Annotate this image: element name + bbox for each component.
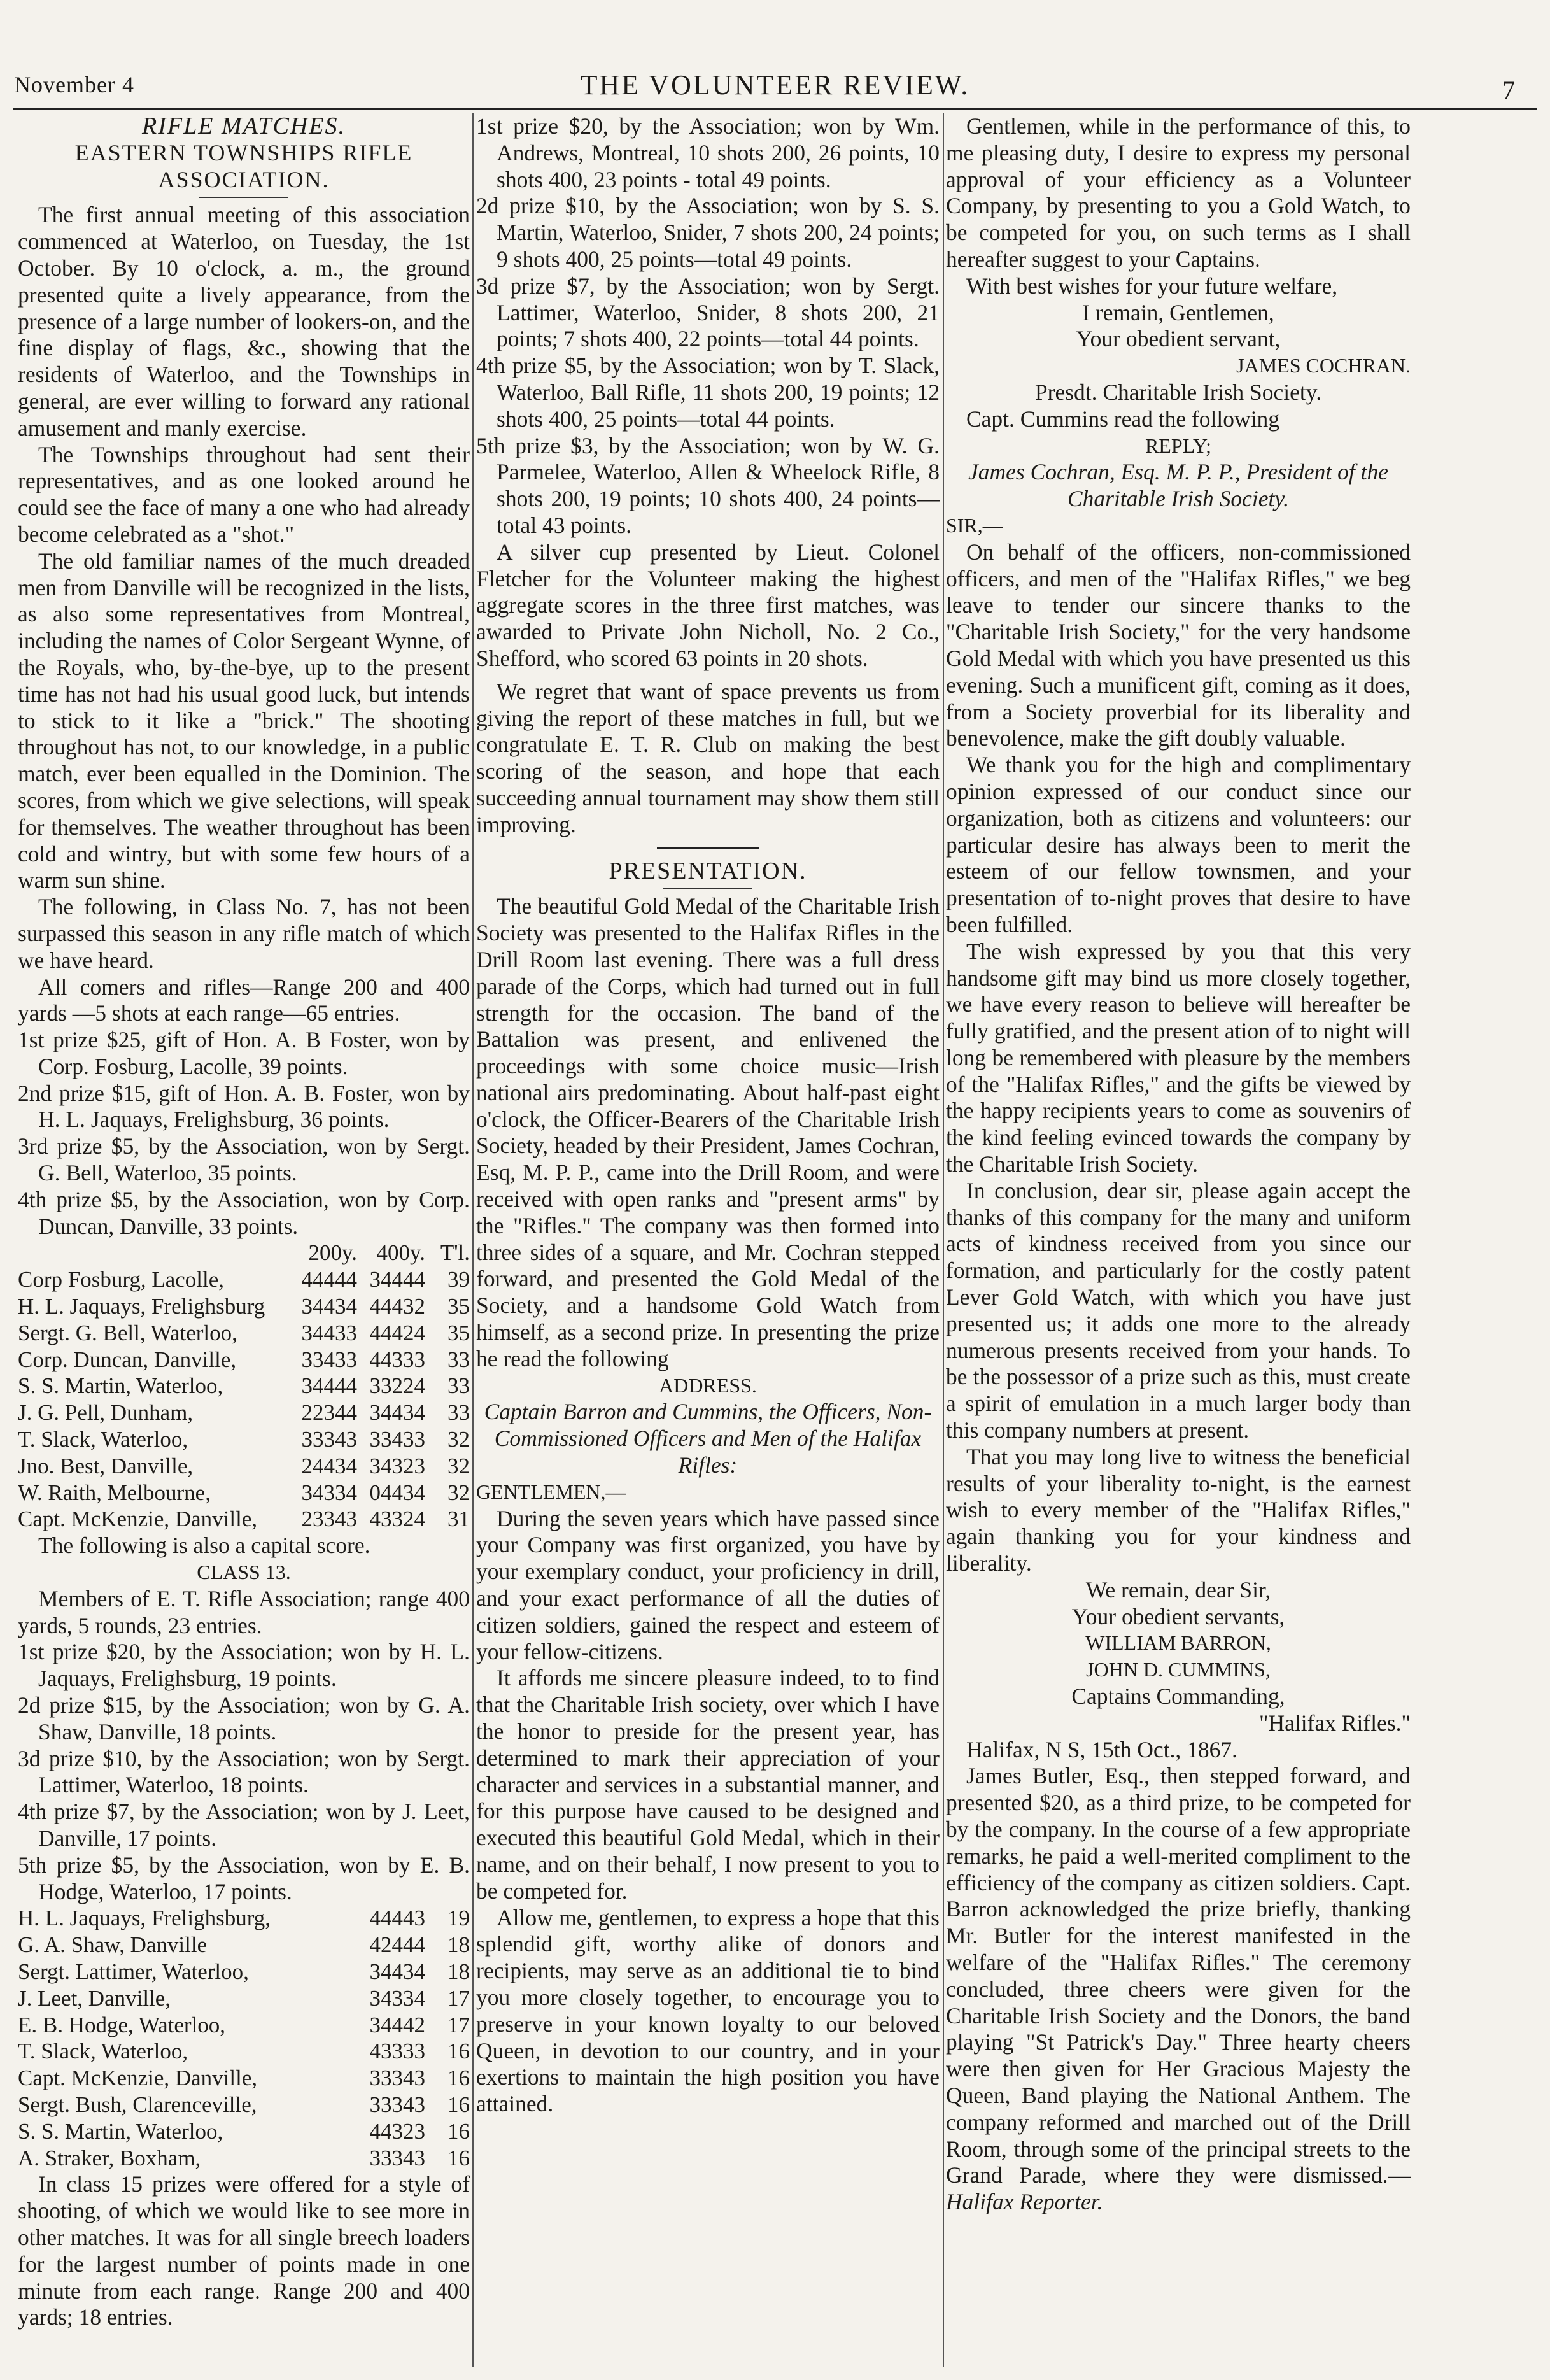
table-cell: 34444 xyxy=(369,1267,425,1293)
prize-entry: 5th prize $3, by the Association; won by W. G. Parmelee, Waterloo, Allen & Wheelock Rifle, 8 shots 200, 19 points; 10 shots 400, 24 points—total 43 points. xyxy=(476,432,940,538)
table-cell: 31 xyxy=(447,1506,470,1532)
dateline: Halifax, N S, 15th Oct., 1867. xyxy=(966,1736,1237,1762)
paragraph: The wish expressed by you that this very handsome gift may bind us more closely together, we have every reason to believe will hereafter be fully gratified, and the present ation of to night will long be remembered with pleasure by the members of the "Halifax Rifles," and the gifts be viewed by the happy recipients years to come as souvenirs of the kind feeling evinced towards the company by the Charitable Irish Society. xyxy=(946,938,1411,1177)
table-cell: 19 xyxy=(447,1906,470,1931)
table-row xyxy=(18,1320,470,1347)
table-cell: 17 xyxy=(447,1985,470,2011)
section-heading: PRESENTATION. xyxy=(609,857,807,884)
table-cell: 34444 xyxy=(301,1373,357,1399)
signatory-name: JOHN D. CUMMINS, xyxy=(1086,1658,1271,1682)
table-cell: 35 xyxy=(447,1320,470,1345)
paragraph: On behalf of the officers, non-commissioned officers, and men of the "Halifax Rifles," we beg leave to tender our sincere thanks to the "Charitable Irish Society," for the very handsome Gold Medal with which you have presented us this evening. Such a munificent gift, coming as it does, from a Society proverbial for its liberality and benevolence, make the gift doubly valuable. xyxy=(946,539,1411,751)
table-cell: 22344 xyxy=(301,1400,357,1426)
table-cell: 16 xyxy=(447,2039,470,2064)
article-heading: EASTERN TOWNSHIPS RIFLE ASSOCIATION. xyxy=(74,139,413,192)
table-cell: 33343 xyxy=(369,2145,425,2171)
prize-entry: 3rd prize $5, by the Association, won by Sergt. G. Bell, Waterloo, 35 points. xyxy=(18,1133,470,1186)
table-cell: 33343 xyxy=(369,2065,425,2091)
paragraph: During the seven years which have passed since your Company was first organized, you have by your exemplary conduct, your proficiency in drill, and your exact performance of all the duties of citizen soldiers, gained the respect and esteem of your fellow-citizens. xyxy=(476,1505,940,1664)
signatory-title: Captains Commanding, xyxy=(1071,1683,1285,1710)
paragraph: The old familiar names of the much dreaded men from Danville will be recognized in the lists, as also some representatives from Montreal, including the names of Color Sergeant Wynne, of the Royals, who, by-the-bye, up to the present time has not had his usual good luck, but intends to stick to it like a "brick." The shooting throughout has not, to our knowledge, in a public match, ever been equalled in the Dominion. The scores, from which we give selections, will speak for themselves. The weather throughout has been cold and wintry, but with some few hours of a warm sun shine. xyxy=(18,548,470,893)
column-divider xyxy=(943,113,944,2367)
table-cell: 44432 xyxy=(369,1294,425,1319)
table-cell: 32 xyxy=(447,1453,470,1478)
column-3 xyxy=(946,113,1411,2367)
address-recipients: Captain Barron and Cummins, the Officers, Non-Commissioned Officers and Men of the Halifax Rifles: xyxy=(484,1399,932,1478)
table-cell: 33433 xyxy=(301,1347,357,1372)
table-row xyxy=(18,2065,470,2092)
address-label: ADDRESS. xyxy=(659,1373,757,1397)
signatory-name: WILLIAM BARRON, xyxy=(1085,1631,1271,1655)
table-cell: S. S. Martin, Waterloo, xyxy=(18,2118,223,2144)
reply-recipient: James Cochran, Esq. M. P. P., President of the Charitable Irish Society. xyxy=(968,459,1388,512)
paragraph: It affords me sincere pleasure indeed, to to find that the Charitable Irish society, over which I have the honor to preside for the present year, has determined to mark their appreciation of your character and services in a substantial manner, and for this purpose have caused to be designed and executed this beautiful Gold Medal, which in their name, and on their behalf, I now present to you to be competed for. xyxy=(476,1665,940,1904)
paragraph: The following, in Class No. 7, has not been surpassed this season in any rifle match of which we have heard. xyxy=(18,894,470,973)
section-heading: RIFLE MATCHES. xyxy=(141,113,346,139)
salutation: SIR,— xyxy=(946,513,1003,537)
table-cell: 34323 xyxy=(369,1453,425,1478)
table-row xyxy=(18,1347,470,1373)
prize-entry: 1st prize $25, gift of Hon. A. B Foster, won by Corp. Fosburg, Lacolle, 39 points. xyxy=(18,1027,470,1079)
table-cell: 44424 xyxy=(369,1320,425,1345)
table-cell: 42444 xyxy=(369,1932,425,1958)
signature-title: Presdt. Charitable Irish Society. xyxy=(1034,379,1322,405)
table-cell: H. L. Jaquays, Frelighsburg xyxy=(18,1294,265,1319)
table-cell: J. G. Pell, Dunham, xyxy=(18,1400,194,1426)
score-table-class-7 xyxy=(18,1240,470,1533)
signatory-unit: "Halifax Rifles." xyxy=(1259,1710,1411,1736)
table-cell: 16 xyxy=(447,2092,470,2117)
table-cell: Sergt. Lattimer, Waterloo, xyxy=(18,1959,249,1984)
table-cell: 34434 xyxy=(369,1959,425,1984)
table-cell: 39 xyxy=(447,1267,470,1293)
table-cell: 34433 xyxy=(301,1320,357,1345)
salutation: GENTLEMEN,— xyxy=(476,1480,626,1503)
table-header-cell: 400y. xyxy=(376,1240,425,1266)
table-cell: 43333 xyxy=(369,2039,425,2064)
table-cell: Sergt. Bush, Clarenceville, xyxy=(18,2092,257,2117)
table-cell: 33343 xyxy=(301,1427,357,1452)
table-row xyxy=(18,1266,470,1293)
column-divider xyxy=(472,113,474,2367)
prize-entry: 4th prize $7, by the Association; won by J. Leet, Danville, 17 points. xyxy=(18,1799,470,1851)
paragraph xyxy=(946,1763,1411,2216)
column-1 xyxy=(18,113,470,2367)
table-cell: 16 xyxy=(447,2118,470,2144)
table-cell: 32 xyxy=(447,1427,470,1452)
paragraph: The following is also a capital score. xyxy=(38,1533,370,1559)
table-cell: 17 xyxy=(447,2012,470,2037)
paragraph: That you may long live to witness the beneficial results of your liberality to-night, is the earnest wish to every member of the "Halifax Rifles," again thanking you for your kindness and liberality. xyxy=(946,1443,1411,1576)
prize-entry: 4th prize $5, by the Association, won by Corp. Duncan, Danville, 33 points. xyxy=(18,1186,470,1239)
prize-entry: 5th prize $5, by the Association, won by E. B. Hodge, Waterloo, 17 points. xyxy=(18,1852,470,1904)
table-row xyxy=(18,1506,470,1533)
table-cell: 35 xyxy=(447,1294,470,1319)
table-row xyxy=(18,1453,470,1480)
table-cell: 44333 xyxy=(369,1347,425,1372)
paragraph: We regret that want of space prevents us from giving the report of these matches in full, but we congratulate E. T. R. Club on making the best scoring of the season, and hope that each succeeding annual tournament may show them still improving. xyxy=(476,678,940,837)
prize-entry: 1st prize $20, by the Association; won by H. L. Jaquays, Frelighsburg, 19 points. xyxy=(18,1639,470,1692)
prize-entry: 2nd prize $15, gift of Hon. A. B. Foster, won by H. L. Jaquays, Frelighsburg, 36 points. xyxy=(18,1080,470,1133)
table-row xyxy=(18,1399,470,1426)
table-cell: H. L. Jaquays, Frelighsburg, xyxy=(18,1906,271,1931)
table-cell: 18 xyxy=(447,1932,470,1958)
table-cell: 23343 xyxy=(301,1506,357,1532)
signature-name: JAMES COCHRAN. xyxy=(1236,354,1411,378)
table-cell: W. Raith, Melbourne, xyxy=(18,1480,211,1505)
paragraph: With best wishes for your future welfare, xyxy=(966,273,1338,299)
table-row xyxy=(18,1293,470,1320)
prize-entry: 1st prize $20, by the Association; won by Wm. Andrews, Montreal, 10 shots 200, 26 points, 10 shots 400, 23 points - total 49 points. xyxy=(476,113,940,192)
table-row xyxy=(18,2118,470,2145)
table-cell: 33433 xyxy=(369,1427,425,1452)
table-cell: 34334 xyxy=(301,1480,357,1505)
paragraph: We thank you for the high and complimentary opinion expressed of our conduct since our organization, both as citizens and volunteers: our particular desire has always been to merit the esteem of our fellow townsmen, and your presentation of to-night proves that desire to have been fulfilled. xyxy=(946,752,1411,937)
section-rule xyxy=(657,847,759,849)
closing-line: Your obedient servants, xyxy=(1071,1603,1285,1629)
table-cell: 04434 xyxy=(369,1480,425,1505)
table-cell: Sergt. G. Bell, Waterloo, xyxy=(18,1320,237,1345)
paragraph: The beautiful Gold Medal of the Charitable Irish Society was presented to the Halifax Rifles in the Drill Room last evening. There was a full dress parade of the Corps, which had turned out in full strength for the occasion. The band of the Battalion was present, and enlivened the proceedings with some choice music—Irish national airs predominating. About half-past eight o'clock, the Officer-Bearers of the Charitable Irish Society, headed by their President, James Cochran, Esq, M. P. P., came into the Drill Room, and were received with open ranks and "present arms" by the "Rifles." The company was then formed into three sides of a square, and Mr. Cochran stepped forward, and presented the Gold Medal of the Society, and a handsome Gold Watch from himself, as a second prize. In presenting the prize he read the following xyxy=(476,893,940,1371)
table-cell: G. A. Shaw, Danville xyxy=(18,1932,208,1958)
paragraph: In conclusion, dear sir, please again accept the thanks of this company for the many and uniform acts of kindness received from you since our formation, and particularly for the costly patent Lever Gold Watch, with which you have just presented us; it adds one more to the already numerous presents received from your hands. To be the possessor of a prize such as this, must create a spirit of emulation in a much larger body than this company numbers at present. xyxy=(946,1177,1411,1443)
table-cell: 44444 xyxy=(301,1267,357,1293)
paragraph: Members of E. T. Rifle Association; range 400 yards, 5 rounds, 23 entries. xyxy=(18,1585,470,1638)
paragraph: Gentlemen, while in the performance of this, to me pleasing duty, I desire to express my personal approval of your efficiency as a Volunteer Company, by presenting to you a Gold Watch, to be competed for you, on such terms as I shall hereafter suggest to your Captains. xyxy=(946,113,1411,272)
paragraph: In class 15 prizes were offered for a style of shooting, of which we would like to see more in other matches. It was for all single breech loaders for the largest number of points made in one minute from each range. Range 200 and 400 yards; 18 entries. xyxy=(18,2171,470,2330)
table-cell: 34434 xyxy=(369,1400,425,1426)
table-row xyxy=(18,1932,470,1959)
table-row xyxy=(18,2092,470,2118)
reply-label: REPLY; xyxy=(1145,434,1212,457)
table-row xyxy=(18,1985,470,2012)
table-cell: 24434 xyxy=(301,1453,357,1478)
table-row xyxy=(18,2145,470,2172)
table-cell: 33 xyxy=(447,1347,470,1372)
table-row xyxy=(18,1905,470,1932)
table-cell: Capt. McKenzie, Danville, xyxy=(18,1506,258,1532)
newspaper-title: THE VOLUNTEER REVIEW. xyxy=(580,69,970,101)
prize-entry: 3d prize $7, by the Association; won by Sergt. Lattimer, Waterloo, Snider, 8 shots 200, 21 points; 7 shots 400, 22 points—total 44 points. xyxy=(476,273,940,352)
table-cell: 44323 xyxy=(369,2118,425,2144)
table-row xyxy=(18,1959,470,1985)
table-cell: 34442 xyxy=(369,2012,425,2037)
column-2 xyxy=(476,113,940,2367)
table-row xyxy=(18,1426,470,1453)
table-cell: 33 xyxy=(447,1373,470,1399)
table-header-cell xyxy=(18,1240,289,1266)
table-cell: T. Slack, Waterloo, xyxy=(18,1427,188,1452)
signature-line: Your obedient servant, xyxy=(1076,326,1281,352)
paragraph: The first annual meeting of this association commenced at Waterloo, on Tuesday, the 1st October. By 10 o'clock, a. m., the ground presented quite a lively appearance, from the presence of a large number of lookers-on, and the fine display of flags, &c., showing that the residents of Waterloo, and the Townships in general, are ever willing to forward any rational amusement and manly exercise. xyxy=(18,202,470,441)
table-header-cell: 200y. xyxy=(308,1240,357,1266)
table-header-cell: T'l. xyxy=(440,1240,470,1266)
table-cell: 34334 xyxy=(369,1985,425,2011)
signature-line: I remain, Gentlemen, xyxy=(1082,299,1274,325)
table-cell: 33224 xyxy=(369,1373,425,1399)
table-cell: Jno. Best, Danville, xyxy=(18,1453,194,1478)
paragraph-text: James Butler, Esq., then stepped forward, and presented $20, as a third prize, to be competed for by the company. In the course of a few appropriate remarks, he paid a well-merited compliment to the efficiency of the company as citizen soldiers. Capt. Barron acknowledged the prize briefly, thanking Mr. Butler for the interest manifested in the welfare of the "Halifax Rifles." The ceremony concluded, three cheers were given for the Charitable Irish Society and the Donors, the band playing "St Patrick's Day." Three hearty cheers were then given for Her Gracious Majesty the Queen, Band playing the National Anthem. The company reformed and marched out of the Drill Room, through some of the principal streets to the Grand Parade, where they were dismissed.— xyxy=(946,1763,1411,2188)
page-number: 7 xyxy=(1502,76,1515,104)
issue-date: November 4 xyxy=(14,72,134,97)
prize-entry: 2d prize $10, by the Association; won by S. S. Martin, Waterloo, Snider, 7 shots 200, 24 points; 9 shots 400, 25 points—total 49 points. xyxy=(476,193,940,272)
paragraph: Allow me, gentlemen, to express a hope that this splendid gift, worthy alike of donors and recipients, may serve as an additional tie to bind you more closely together, to encourage you to preserve in your known loyalty to our beloved Queen, in devotion to our country, and in your exertions to maintain the high position you have attained. xyxy=(476,1904,940,2117)
paragraph: Capt. Cummins read the following xyxy=(966,406,1280,432)
table-cell: 16 xyxy=(447,2145,470,2171)
table-cell: 34434 xyxy=(301,1294,357,1319)
score-table-class-13 xyxy=(18,1905,470,2171)
table-cell: J. Leet, Danville, xyxy=(18,1985,171,2011)
table-cell: S. S. Martin, Waterloo, xyxy=(18,1373,223,1399)
prize-entry: 4th prize $5, by the Association; won by T. Slack, Waterloo, Ball Rifle, 11 shots 200, 19 points; 12 shots 400, 25 points—total 44 points. xyxy=(476,353,940,432)
closing-line: We remain, dear Sir, xyxy=(1085,1576,1271,1603)
paragraph: A silver cup presented by Lieut. Colonel Fletcher for the Volunteer making the highest aggregate scores in the three first matches, was awarded to Private John Nicholl, No. 2 Co., Shefford, who scored 63 points in 20 shots. xyxy=(476,539,940,671)
masthead-rule xyxy=(13,108,1537,110)
prize-entry: 2d prize $15, by the Association; won by G. A. Shaw, Danville, 18 points. xyxy=(18,1692,470,1745)
table-cell: T. Slack, Waterloo, xyxy=(18,2039,188,2064)
table-row xyxy=(18,1373,470,1399)
table-row xyxy=(18,2012,470,2039)
heading-rule xyxy=(663,888,752,889)
paragraph: The Townships throughout had sent their representatives, and as one looked around he could see the face of many a one who had already become celebrated as a "shot." xyxy=(18,441,470,547)
table-header-row xyxy=(18,1240,470,1266)
table-cell: Capt. McKenzie, Danville, xyxy=(18,2065,258,2091)
table-cell: Corp Fosburg, Lacolle, xyxy=(18,1267,225,1293)
table-row xyxy=(18,1480,470,1506)
table-cell: 43324 xyxy=(369,1506,425,1532)
table-cell: 33343 xyxy=(369,2092,425,2117)
table-cell: A. Straker, Boxham, xyxy=(18,2145,201,2171)
table-cell: E. B. Hodge, Waterloo, xyxy=(18,2012,226,2037)
class-label: CLASS 13. xyxy=(197,1561,291,1584)
table-cell: 44443 xyxy=(369,1906,425,1931)
prize-entry: 3d prize $10, by the Association; won by Sergt. Lattimer, Waterloo, 18 points. xyxy=(18,1745,470,1798)
table-cell: 16 xyxy=(447,2065,470,2091)
table-cell: 33 xyxy=(447,1400,470,1426)
table-cell: 18 xyxy=(447,1959,470,1984)
source-credit: Halifax Reporter. xyxy=(946,2189,1103,2215)
heading-rule xyxy=(199,197,288,198)
table-cell: Corp. Duncan, Danville, xyxy=(18,1347,237,1372)
table-row xyxy=(18,2038,470,2065)
table-cell: 32 xyxy=(447,1480,470,1505)
paragraph: All comers and rifles—Range 200 and 400 yards —5 shots at each range—65 entries. xyxy=(18,974,470,1026)
masthead xyxy=(0,0,1550,102)
